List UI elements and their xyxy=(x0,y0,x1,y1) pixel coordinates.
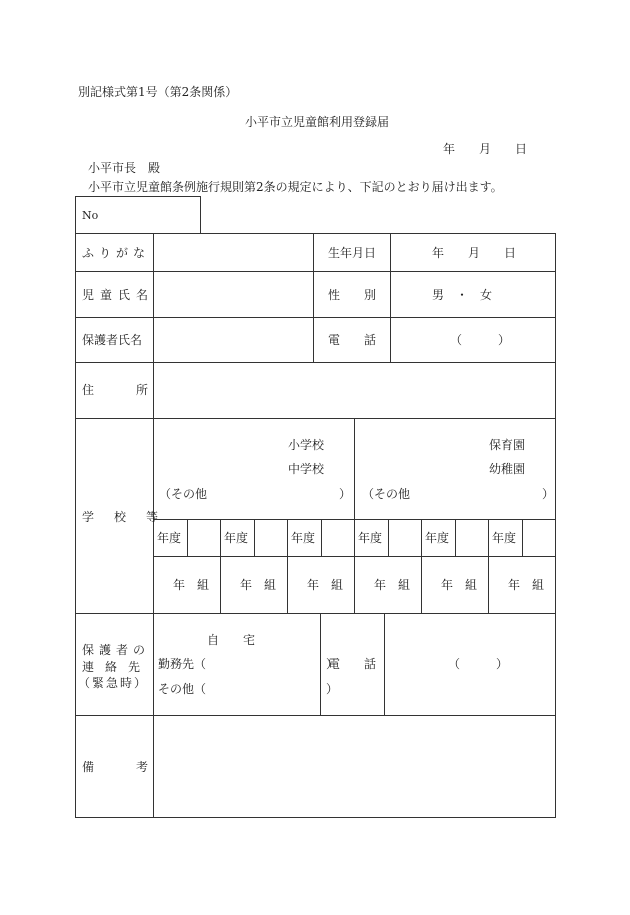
intro-text: 小平市立児童館条例施行規則第2条の規定により、下記のとおり届け出ます。 xyxy=(88,180,503,194)
gender-value[interactable]: 男 ・ 女 xyxy=(432,288,493,302)
grade-class-label: 年 組 xyxy=(173,578,210,592)
form-title: 小平市立児童館利用登録届 xyxy=(245,115,390,129)
contact-other[interactable]: その他（ ） xyxy=(158,682,339,696)
guardian-name-input[interactable] xyxy=(154,318,312,361)
contact-label-1: 保護者の xyxy=(82,643,151,657)
form-id: 別記様式第1号（第2条関係） xyxy=(78,85,238,99)
contact-work[interactable]: 勤務先（ ） xyxy=(158,657,339,671)
contact-label-2: 連絡先 xyxy=(82,660,152,674)
address-input[interactable] xyxy=(154,363,555,417)
grade-class-label: 年 組 xyxy=(240,578,277,592)
guardian-name-label: 保護者氏名 xyxy=(82,333,143,347)
kindergarten: 幼稚園 xyxy=(489,462,526,476)
elementary-school: 小学校 xyxy=(288,438,325,452)
grade-class-label: 年 組 xyxy=(307,578,344,592)
year-label: 年度 xyxy=(425,531,450,545)
gender-label: 性 別 xyxy=(328,288,377,302)
remarks-input[interactable] xyxy=(154,716,555,817)
grade-class-label: 年 組 xyxy=(441,578,478,592)
addressee: 小平市長 殿 xyxy=(88,161,161,175)
address-label: 住 所 xyxy=(82,383,155,397)
grade-class-label: 年 組 xyxy=(374,578,411,592)
junior-high-school: 中学校 xyxy=(288,462,325,476)
no-label: No xyxy=(82,209,99,222)
year-label: 年度 xyxy=(291,531,316,545)
grade-class-label: 年 組 xyxy=(508,578,545,592)
furigana-label: ふりがな xyxy=(82,246,151,260)
phone-label: 電 話 xyxy=(328,333,377,347)
contact-phone-label: 電 話 xyxy=(328,657,377,671)
contact-label-3: （緊急時） xyxy=(78,676,149,690)
contact-home[interactable]: 自 宅 xyxy=(207,633,256,647)
other-school-right[interactable]: （その他 ） xyxy=(362,487,555,501)
year-label: 年度 xyxy=(358,531,383,545)
child-name-label: 児童氏名 xyxy=(82,288,155,302)
date-line[interactable]: 年 月 日 xyxy=(443,142,528,156)
school-label: 学 校 等 xyxy=(82,510,163,524)
furigana-input[interactable] xyxy=(154,234,312,270)
birthdate-label: 生年月日 xyxy=(328,246,377,260)
remarks-label: 備 考 xyxy=(82,760,155,774)
birthdate-value[interactable]: 年 月 日 xyxy=(432,246,517,260)
other-school-left[interactable]: （その他 ） xyxy=(159,487,352,501)
child-name-input[interactable] xyxy=(154,272,312,316)
year-label: 年度 xyxy=(492,531,517,545)
year-label: 年度 xyxy=(224,531,249,545)
year-label: 年度 xyxy=(157,531,182,545)
phone-value[interactable]: （ ） xyxy=(450,333,511,347)
nursery-school: 保育園 xyxy=(489,438,526,452)
contact-phone-value[interactable]: （ ） xyxy=(448,657,509,671)
